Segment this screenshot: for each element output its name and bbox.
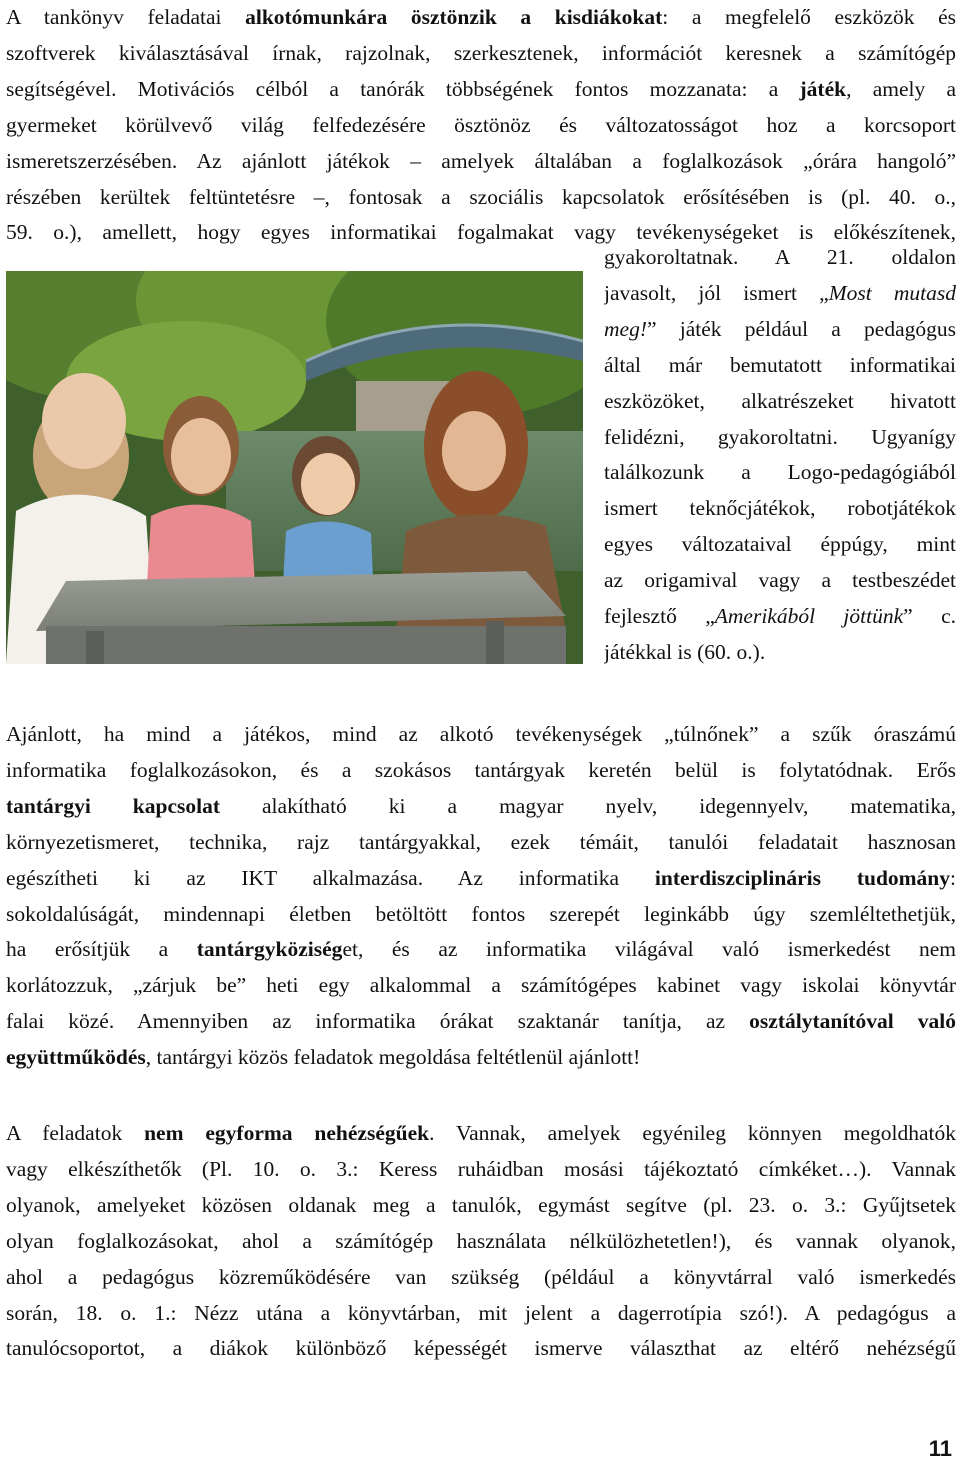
text-line: fejlesztő „Amerikából jöttünk” c.: [604, 604, 956, 629]
text-line: gyermeket körülvevő világ felfedezésére ösztönöz és változatosságot hoz a korcsoport: [6, 112, 956, 137]
text-line: javasolt, jól ismert „Most mutasd: [604, 280, 956, 305]
text-line: együttműködés, tantárgyi közös feladatok megoldása feltétlenül ajánlott!: [6, 1045, 641, 1070]
text-line: ismert teknőcjátékok, robotjátékok: [604, 496, 956, 521]
text-line: környezetismeret, technika, rajz tantárgyakkal, ezek témáit, tanulói feladatait hasznosan: [6, 829, 956, 854]
text-line: Ajánlott, ha mind a játékos, mind az alkotó tevékenységek „túlnőnek” a szűk óraszámú: [6, 722, 956, 746]
text-line: meg!” játék például a pedagógus: [604, 316, 956, 341]
text-line: vagy elkészíthetők (Pl. 10. o. 3.: Keress ruháidban mosási tájékoztató címkéket…). Vannak: [6, 1156, 956, 1181]
intro-paragraph: [6, 0, 956, 251]
text-line: találkozunk a Logo-pedagógiából: [604, 460, 956, 485]
text-line: ismeretszerzésében. Az ajánlott játékok – amelyek általában a foglalkozások „órára hangoló”: [6, 148, 956, 173]
text-line: A tankönyv feladatai alkotómunkára ösztönzik a kisdiákokat: a megfelelő eszközök és: [6, 5, 956, 29]
text-line: egészítheti ki az IKT alkalmazása. Az informatika interdiszciplináris tudomány:: [6, 865, 956, 890]
text-line: tantárgyi kapcsolat alakítható ki a magyar nyelv, idegennyelv, matematika,: [6, 793, 956, 818]
text-line: szoftverek kiválasztásával írnak, rajzolnak, szerkesztenek, információt keresnek a számítógép: [6, 40, 956, 65]
text-line: során, 18. o. 1.: Nézz utána a könyvtárban, mit jelent a dagerrotípia szó!). A pedagógus a: [6, 1300, 956, 1325]
text-line: 59. o.), amellett, hogy egyes informatikai fogalmakat vagy tevékenységeket is előkészítenek,: [6, 220, 956, 245]
text-line: részében kerültek feltüntetésre –, fontosak a szociális kapcsolatok erősítésében is (pl. 40. o.,: [6, 184, 956, 209]
page-number: 11: [928, 1436, 952, 1461]
text-line: eszközöket, alkatrészeket hivatott: [604, 388, 956, 413]
text-line: ha erősítjük a tantárgyköziséget, és az informatika világával való ismerkedést nem: [6, 937, 956, 962]
difficulty-paragraph: [6, 1116, 956, 1367]
text-line: játékkal is (60. o.).: [604, 639, 766, 664]
text-line: korlátozzuk, „zárjuk be” heti egy alkalommal a számítógépes kabinet vagy iskolai könyvtár: [6, 973, 956, 998]
text-line: segítségével. Motivációs célból a tanórák többségének fontos mozzanata: a játék, amely a: [6, 76, 956, 101]
text-line: olyanok, amelyeket közösen oldanak meg a tanulók, egymást segítve (pl. 23. o. 3.: Gyűjtsetek: [6, 1192, 956, 1217]
side-text-column: [604, 240, 956, 671]
text-line: által már bemutatott informatikai: [604, 352, 956, 377]
text-line: informatika foglalkozásokon, és a szokásos tantárgyak keretén belül is folytatódnak. Erős: [6, 757, 956, 782]
text-line: felidézni, gyakoroltatni. Ugyanígy: [604, 424, 956, 449]
cross-curricular-paragraph: [6, 717, 956, 1076]
text-line: sokoldalúságát, mindennapi életben betöltött fontos szerepét leginkább úgy szemléltethetjük,: [6, 901, 956, 926]
text-line: tanulócsoportot, a diákok különböző képességét ismerve választhat az eltérő nehézségű: [6, 1336, 956, 1361]
text-line: ahol a pedagógus közreműködésére van szükség (például a könyvtárral való ismerkedés: [6, 1264, 956, 1289]
text-line: az origamival vagy a testbeszédet: [604, 568, 956, 593]
text-line: falai közé. Amennyiben az informatika órákat szaktanár tanítja, az osztálytanítóval való: [6, 1009, 956, 1034]
text-line: olyan foglalkozásokat, ahol a számítógép használata nélkülözhetetlen!), és vannak olyanok,: [6, 1228, 956, 1253]
text-line: A feladatok nem egyforma nehézségűek. Vannak, amelyek egyénileg könnyen megoldhatók: [6, 1121, 956, 1145]
children-at-table-photo: [6, 271, 583, 664]
text-line: egyes változataival éppúgy, mint: [604, 532, 956, 557]
text-line: gyakoroltatnak. A 21. oldalon: [604, 245, 956, 269]
